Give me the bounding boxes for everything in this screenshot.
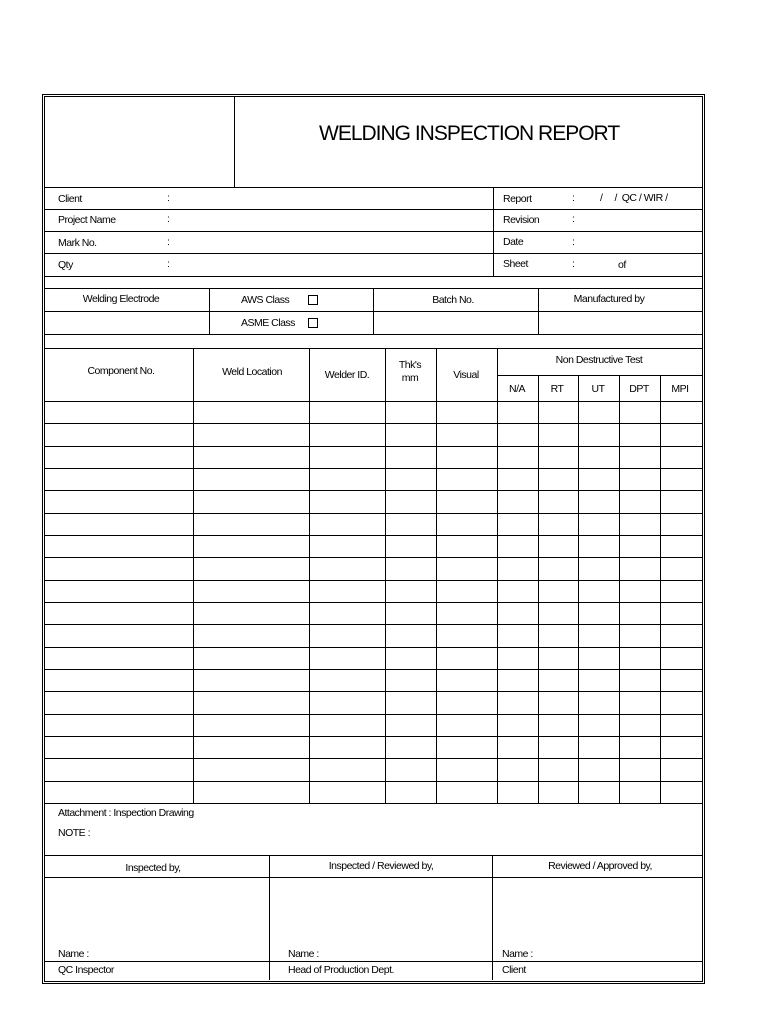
signature-divider bbox=[492, 855, 493, 980]
table-row-line bbox=[44, 580, 703, 581]
revision-colon: : bbox=[572, 213, 575, 225]
table-row-line bbox=[44, 602, 703, 603]
table-row-line bbox=[44, 535, 703, 536]
inspected-by-label: Inspected by, bbox=[125, 862, 181, 874]
table-row-line bbox=[44, 781, 703, 782]
col-ndt: Non Destructive Test bbox=[555, 354, 643, 366]
electrode-bottom-line bbox=[44, 334, 703, 335]
signature-divider bbox=[269, 855, 270, 980]
date-colon: : bbox=[572, 236, 575, 248]
table-column-line bbox=[193, 348, 194, 803]
table-row-line bbox=[44, 758, 703, 759]
reviewed-approved-by-label: Reviewed / Approved by, bbox=[548, 860, 652, 872]
row-line bbox=[44, 231, 703, 232]
mark-no-label: Mark No. bbox=[58, 237, 97, 249]
table-row-line bbox=[44, 468, 703, 469]
qty-colon: : bbox=[167, 258, 170, 270]
header-divider bbox=[493, 187, 494, 276]
row-line bbox=[44, 209, 703, 210]
col-component-no: Component No. bbox=[87, 365, 155, 377]
report-frame bbox=[44, 96, 703, 982]
table-row-line bbox=[44, 736, 703, 737]
table-column-line bbox=[619, 375, 620, 803]
table-column-line bbox=[309, 348, 310, 803]
logo-box-divider bbox=[234, 96, 235, 187]
project-name-label: Project Name bbox=[58, 214, 116, 226]
report-label: Report bbox=[503, 193, 532, 205]
col-thks bbox=[399, 359, 421, 385]
qty-label: Qty bbox=[58, 259, 73, 271]
aws-class-label: AWS Class bbox=[241, 294, 290, 306]
signature-top-line bbox=[44, 855, 703, 856]
table-column-line bbox=[436, 348, 437, 803]
signature-role-line bbox=[44, 961, 703, 962]
date-label: Date bbox=[503, 236, 524, 248]
manufactured-by-label: Manufactured by bbox=[573, 293, 645, 305]
col-rt: RT bbox=[550, 383, 564, 395]
col-visual: Visual bbox=[453, 369, 479, 381]
batch-no-label: Batch No. bbox=[432, 294, 474, 306]
report-colon: : bbox=[572, 192, 575, 204]
aws-class-checkbox[interactable] bbox=[308, 295, 318, 305]
name-label-3: Name : bbox=[502, 948, 533, 960]
sheet-of: of bbox=[618, 259, 626, 271]
table-row-line bbox=[44, 624, 703, 625]
electrode-divider bbox=[538, 288, 539, 334]
col-ut: UT bbox=[591, 383, 605, 395]
table-column-line bbox=[497, 348, 498, 803]
asme-class-label: ASME Class bbox=[241, 317, 295, 329]
col-mpi: MPI bbox=[671, 383, 689, 395]
table-row-line bbox=[44, 647, 703, 648]
table-row-line bbox=[44, 669, 703, 670]
ndt-subheader-line bbox=[497, 375, 703, 376]
col-thks-line1: Thk's bbox=[398, 359, 422, 371]
table-row-line bbox=[44, 557, 703, 558]
row-line bbox=[44, 253, 703, 254]
table-column-line bbox=[538, 375, 539, 803]
attachment-label: Attachment : Inspection Drawing bbox=[58, 807, 194, 819]
sheet-colon: : bbox=[572, 258, 575, 270]
table-row-line bbox=[44, 423, 703, 424]
title-bottom-line bbox=[44, 187, 703, 188]
name-label-2: Name : bbox=[288, 948, 319, 960]
table-top-line bbox=[44, 348, 703, 349]
client-colon: : bbox=[167, 192, 170, 204]
report-title: WELDING INSPECTION REPORT bbox=[319, 122, 620, 145]
name-label-1: Name : bbox=[58, 948, 89, 960]
table-column-line bbox=[578, 375, 579, 803]
client-signature-label: Client bbox=[502, 964, 526, 976]
table-row-line bbox=[44, 446, 703, 447]
client-label: Client bbox=[58, 193, 82, 205]
head-of-production-label: Head of Production Dept. bbox=[288, 964, 394, 976]
table-row-line bbox=[44, 714, 703, 715]
revision-label: Revision bbox=[503, 214, 540, 226]
col-na: N/A bbox=[508, 383, 526, 395]
sheet-label: Sheet bbox=[503, 258, 528, 270]
table-row-line bbox=[44, 513, 703, 514]
project-name-colon: : bbox=[167, 213, 170, 225]
table-row-line bbox=[44, 401, 703, 402]
inspected-reviewed-by-label: Inspected / Reviewed by, bbox=[328, 860, 434, 872]
signature-header-line bbox=[44, 877, 703, 878]
mark-no-colon: : bbox=[167, 236, 170, 248]
row-line bbox=[44, 276, 703, 277]
welding-electrode-label: Welding Electrode bbox=[82, 293, 160, 305]
note-label: NOTE : bbox=[58, 827, 91, 839]
electrode-divider bbox=[209, 288, 210, 334]
report-value: / / QC / WIR / bbox=[600, 192, 668, 204]
asme-class-checkbox[interactable] bbox=[308, 318, 318, 328]
electrode-divider bbox=[373, 288, 374, 334]
qc-inspector-label: QC Inspector bbox=[58, 964, 114, 976]
col-welder-id: Welder ID. bbox=[324, 369, 370, 381]
table-column-line bbox=[385, 348, 386, 803]
col-dpt: DPT bbox=[629, 383, 649, 395]
table-column-line bbox=[660, 375, 661, 803]
table-row-line bbox=[44, 691, 703, 692]
table-row-line bbox=[44, 490, 703, 491]
table-row-line bbox=[44, 803, 703, 804]
col-weld-location: Weld Location bbox=[222, 366, 282, 378]
col-thks-line2: mm bbox=[401, 372, 419, 384]
